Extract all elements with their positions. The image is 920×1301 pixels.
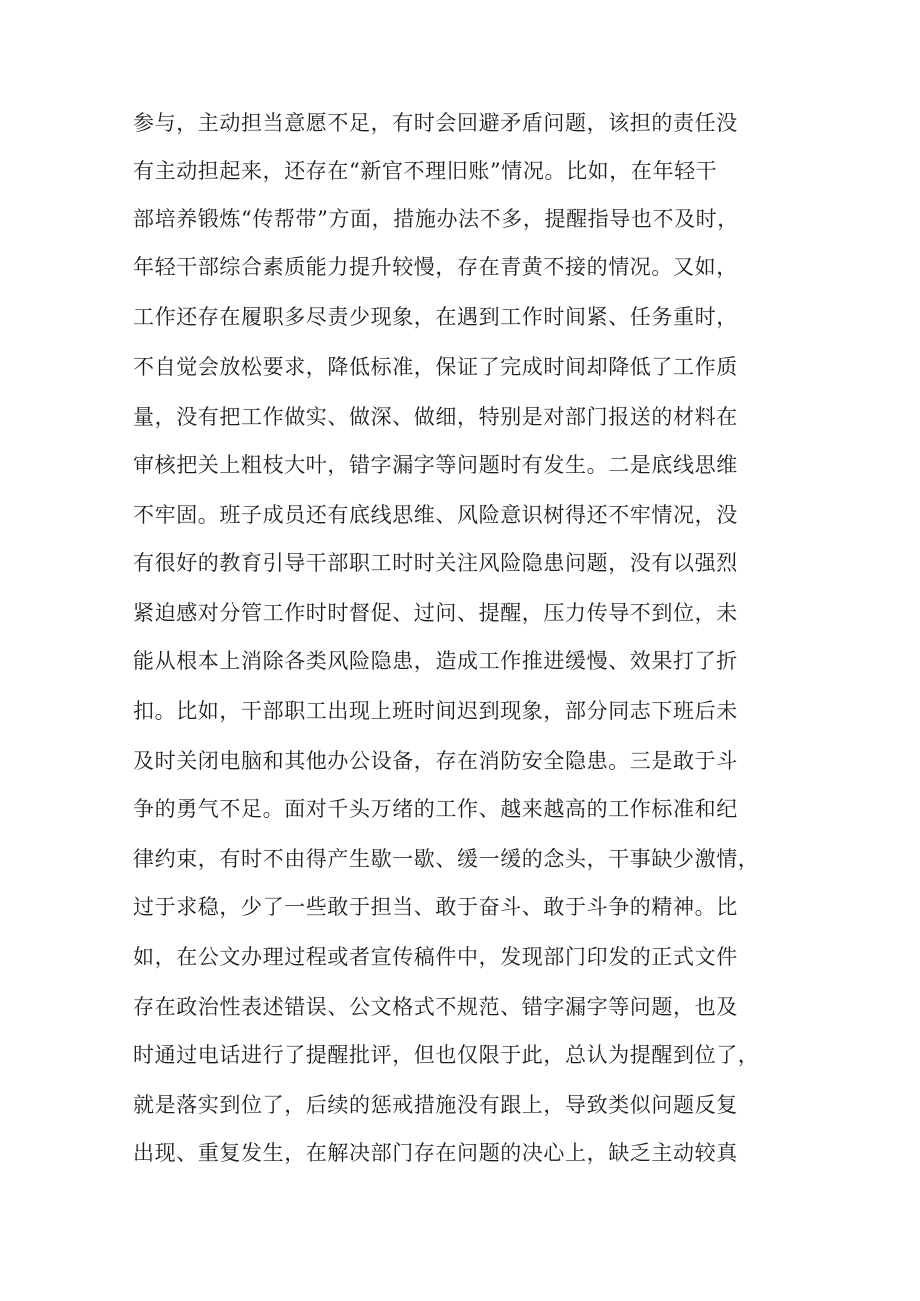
text-line-11: 紧迫感对分管工作时时督促、过问、提醒，压力传导不到位，未 <box>133 601 738 625</box>
text-line-4: 年轻干部综合素质能力提升较慢，存在青黄不接的情况。又如， <box>133 255 738 279</box>
text-line-5: 工作还存在履职多尽责少现象，在遇到工作时间紧、任务重时， <box>133 305 738 329</box>
text-line-3: 部培养锻炼“传帮带”方面，措施办法不多，提醒指导也不及时， <box>133 207 739 231</box>
text-line-16: 律约束，有时不由得产生歇一歇、缓一缓的念头，干事缺少激情， <box>133 847 760 871</box>
text-line-10: 有很好的教育引导干部职工时时关注风险隐患问题，没有以强烈 <box>133 551 738 575</box>
text-line-14: 及时关闭电脑和其他办公设备，存在消防安全隐患。三是敢于斗 <box>133 749 738 773</box>
text-line-2: 有主动担起来，还存在“新官不理旧账”情况。比如，在年轻干 <box>133 159 718 183</box>
text-line-19: 存在政治性表述错误、公文格式不规范、错字漏字等问题，也及 <box>133 995 738 1019</box>
text-line-18: 如，在公文办理过程或者宣传稿件中，发现部门印发的正式文件 <box>133 945 738 969</box>
text-line-13: 扣。比如，干部职工出现上班时间迟到现象，部分同志下班后未 <box>133 699 738 723</box>
text-line-20: 时通过电话进行了提醒批评，但也仅限于此，总认为提醒到位了， <box>133 1043 760 1067</box>
text-line-15: 争的勇气不足。面对千头万绪的工作、越来越高的工作标准和纪 <box>133 797 738 821</box>
text-line-22: 出现、重复发生，在解决部门存在问题的决心上，缺乏主动较真 <box>133 1141 738 1165</box>
text-line-21: 就是落实到位了，后续的惩戒措施没有跟上，导致类似问题反复 <box>133 1093 738 1117</box>
text-line-17: 过于求稳，少了一些敢于担当、敢于奋斗、敢于斗争的精神。比 <box>133 895 738 919</box>
text-line-7: 量，没有把工作做实、做深、做细，特别是对部门报送的材料在 <box>133 405 738 429</box>
text-line-8: 审核把关上粗枝大叶，错字漏字等问题时有发生。二是底线思维 <box>133 453 738 477</box>
text-line-1: 参与，主动担当意愿不足，有时会回避矛盾问题，该担的责任没 <box>133 111 738 135</box>
text-line-12: 能从根本上消除各类风险隐患，造成工作推进缓慢、效果打了折 <box>133 649 738 673</box>
text-line-9: 不牢固。班子成员还有底线思维、风险意识树得还不牢情况，没 <box>133 503 738 527</box>
text-line-6: 不自觉会放松要求，降低标准，保证了完成时间却降低了工作质 <box>133 355 738 379</box>
